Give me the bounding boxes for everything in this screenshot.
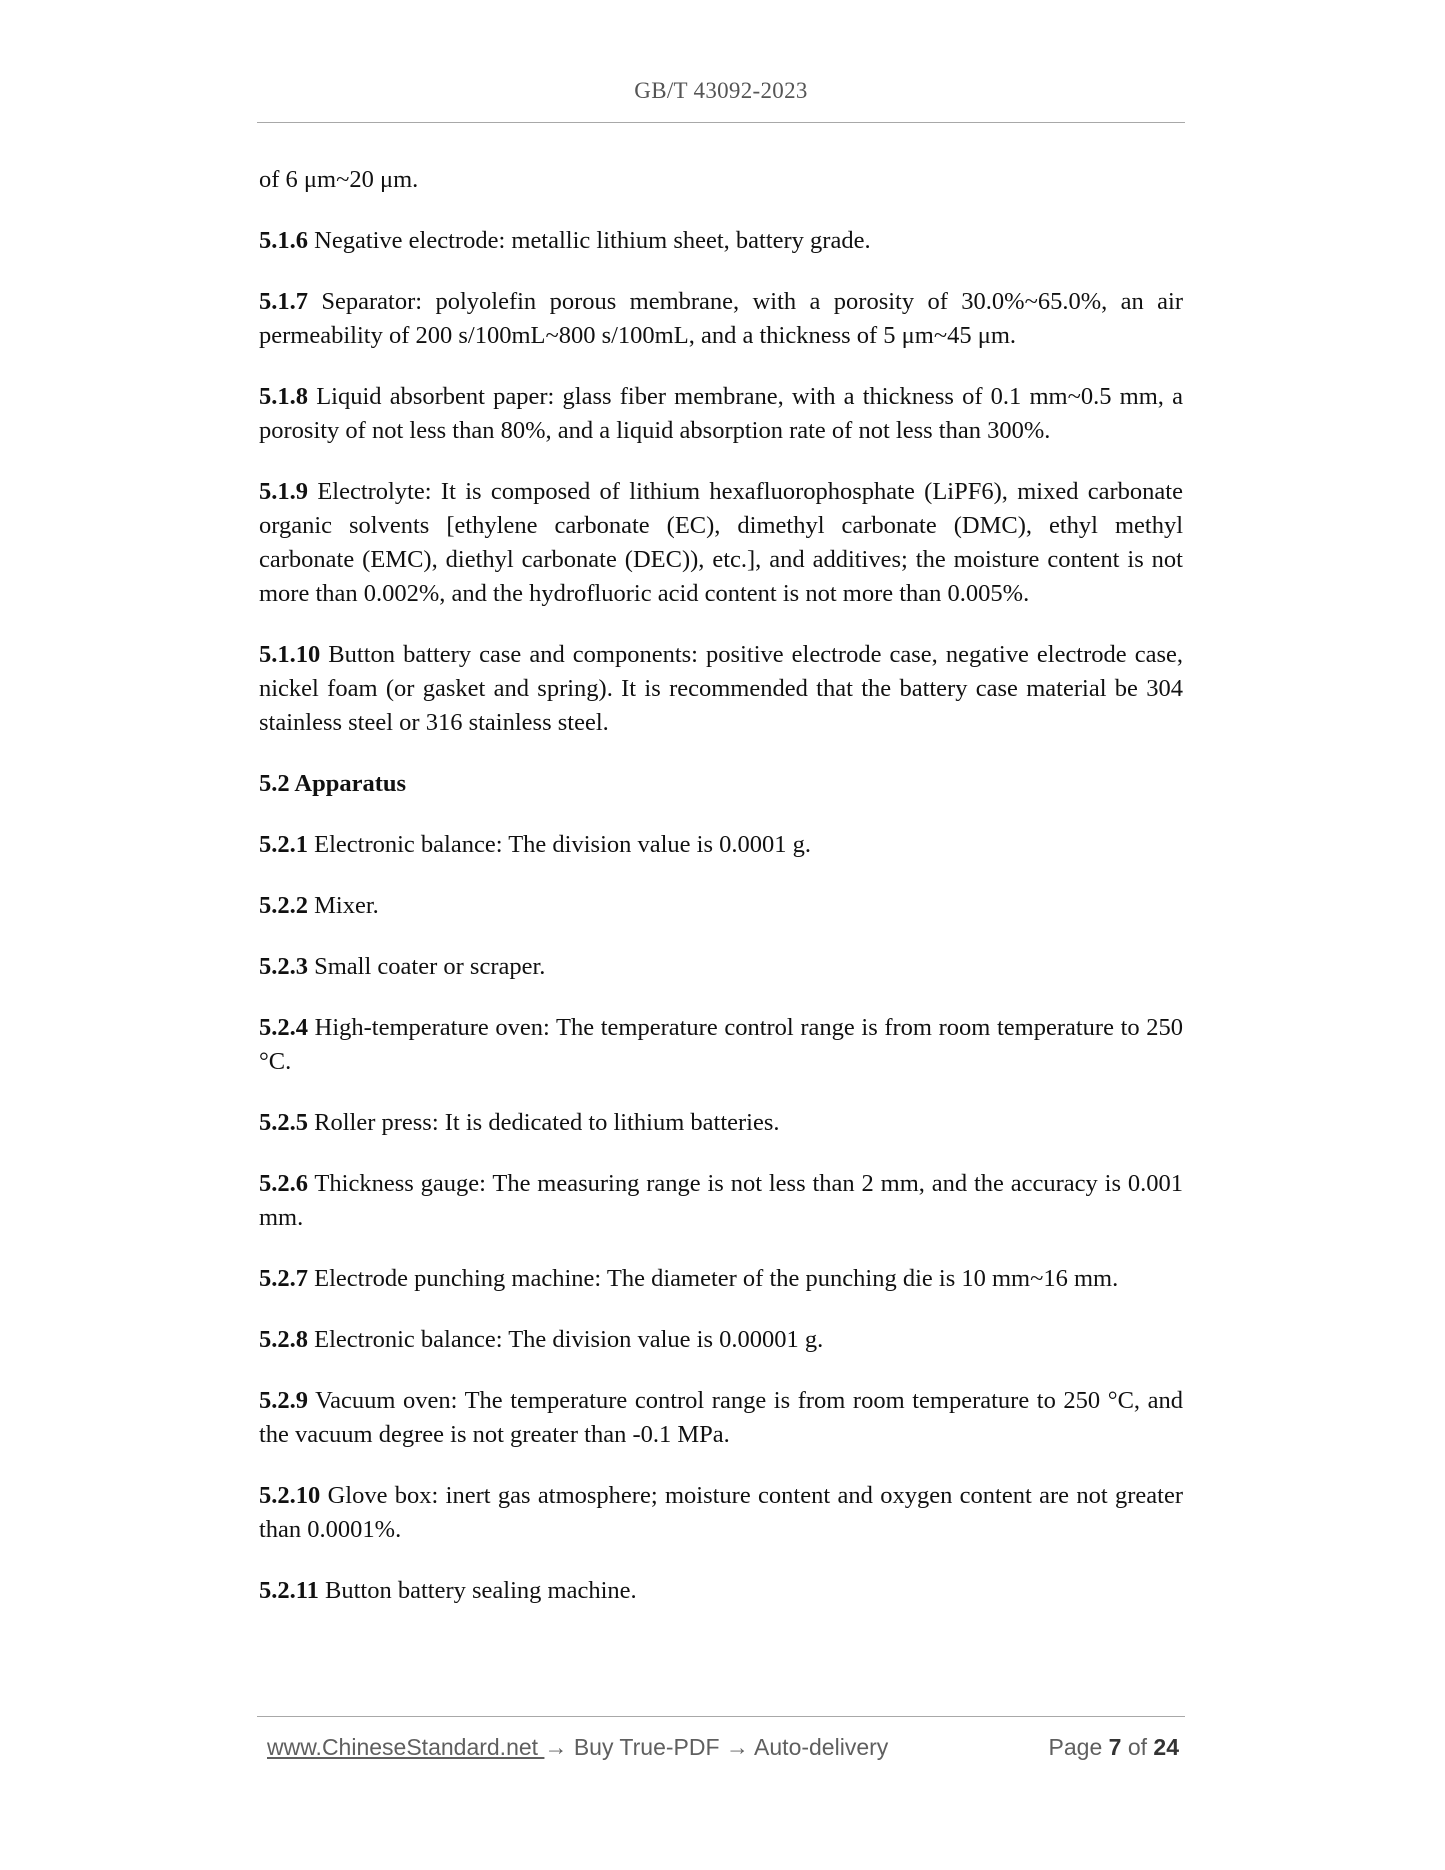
footer-promo	[267, 1734, 888, 1761]
clause-5-1-10	[259, 638, 1183, 740]
clause-5-2-3	[259, 950, 1183, 984]
clause-5-2-1	[259, 828, 1183, 862]
document-body	[259, 163, 1183, 1635]
clause-text: Liquid absorbent paper: glass fiber membrane, with a thickness of 0.1 mm~0.5 mm, a porosity of not less than 80%, and a liquid absorption rate of not less than 300%.	[259, 383, 1183, 444]
clause-number: 5.1.9	[259, 478, 308, 505]
clause-5-1-9	[259, 475, 1183, 611]
clause-number: 5.2.8	[259, 1326, 308, 1353]
clause-5-1-7	[259, 285, 1183, 353]
clause-number: 5.2.4	[259, 1014, 308, 1041]
paragraph-text: of 6 μm~20 μm.	[259, 166, 419, 193]
clause-number: 5.2.7	[259, 1265, 308, 1292]
of-label: of	[1121, 1734, 1154, 1760]
clause-number: 5.2.1	[259, 831, 308, 858]
clause-5-2-6	[259, 1167, 1183, 1235]
clause-5-2-8	[259, 1323, 1183, 1357]
clause-number: 5.1.10	[259, 641, 321, 668]
page-label: Page	[1048, 1734, 1109, 1760]
clause-5-2-10	[259, 1479, 1183, 1547]
clause-text: High-temperature oven: The temperature control range is from room temperature to 250 °C.	[259, 1014, 1183, 1075]
clause-number: 5.2.10	[259, 1482, 321, 1509]
clause-number: 5.1.6	[259, 227, 308, 254]
clause-5-2-9	[259, 1384, 1183, 1452]
clause-5-1-6	[259, 224, 1183, 258]
clause-text: Mixer.	[308, 892, 379, 919]
section-heading-apparatus	[259, 767, 1183, 801]
clause-number: 5.2.3	[259, 953, 308, 980]
clause-number: 5.2.5	[259, 1109, 308, 1136]
clause-number: 5.1.7	[259, 288, 308, 315]
page-indicator	[1049, 1734, 1179, 1761]
document-header: GB/T 43092-2023	[634, 78, 808, 103]
clause-5-2-7	[259, 1262, 1183, 1296]
footer-promo-text: → Buy True-PDF → Auto-delivery	[544, 1734, 889, 1760]
clause-5-2-4	[259, 1011, 1183, 1079]
clause-number: 5.2.6	[259, 1170, 308, 1197]
paragraph-continuation	[259, 163, 1183, 197]
clause-number: 5.2.9	[259, 1387, 308, 1414]
footer-divider	[257, 1716, 1185, 1717]
clause-text: Negative electrode: metallic lithium sheet, battery grade.	[308, 227, 871, 254]
section-heading: 5.2 Apparatus	[259, 770, 407, 797]
clause-5-2-11	[259, 1574, 1183, 1608]
clause-5-2-5	[259, 1106, 1183, 1140]
clause-5-1-8	[259, 380, 1183, 448]
current-page-number: 7	[1108, 1734, 1122, 1760]
website-link[interactable]: www.ChineseStandard.net	[267, 1734, 545, 1760]
clause-text: Electronic balance: The division value is 0.0001 g.	[308, 831, 812, 858]
clause-text: Separator: polyolefin porous membrane, with a porosity of 30.0%~65.0%, an air permeability of 200 s/100mL~800 s/100mL, and a thickness of 5 μm~45 μm.	[259, 288, 1183, 349]
total-page-count: 24	[1153, 1734, 1179, 1760]
clause-number: 5.2.2	[259, 892, 308, 919]
header-divider	[257, 122, 1185, 123]
clause-number: 5.2.11	[259, 1577, 319, 1604]
clause-5-2-2	[259, 889, 1183, 923]
clause-text: Thickness gauge: The measuring range is not less than 2 mm, and the accuracy is 0.001 mm.	[259, 1170, 1183, 1231]
clause-text: Vacuum oven: The temperature control range is from room temperature to 250 °C, and the vacuum degree is not greater than -0.1 MPa.	[259, 1387, 1183, 1448]
clause-text: Button battery case and components: positive electrode case, negative electrode case, nickel foam (or gasket and spring). It is recommended that the battery case material be 304 stainless steel or 316 stainless steel.	[259, 641, 1183, 736]
clause-text: Electrolyte: It is composed of lithium hexafluorophosphate (LiPF6), mixed carbonate organic solvents [ethylene carbonate (EC), dimethyl carbonate (DMC), ethyl methyl carbonate (EMC), diethyl carbonate (DEC)), etc.], and additives; the moisture content is not more than 0.002%, and the hydrofluoric acid content is not more than 0.005%.	[259, 478, 1183, 607]
clause-text: Small coater or scraper.	[308, 953, 546, 980]
clause-text: Glove box: inert gas atmosphere; moisture content and oxygen content are not greater than 0.0001%.	[259, 1482, 1183, 1543]
clause-text: Electronic balance: The division value is 0.00001 g.	[308, 1326, 824, 1353]
clause-text: Roller press: It is dedicated to lithium batteries.	[308, 1109, 780, 1136]
clause-text: Electrode punching machine: The diameter of the punching die is 10 mm~16 mm.	[308, 1265, 1119, 1292]
clause-text: Button battery sealing machine.	[318, 1577, 637, 1604]
clause-number: 5.1.8	[259, 383, 308, 410]
